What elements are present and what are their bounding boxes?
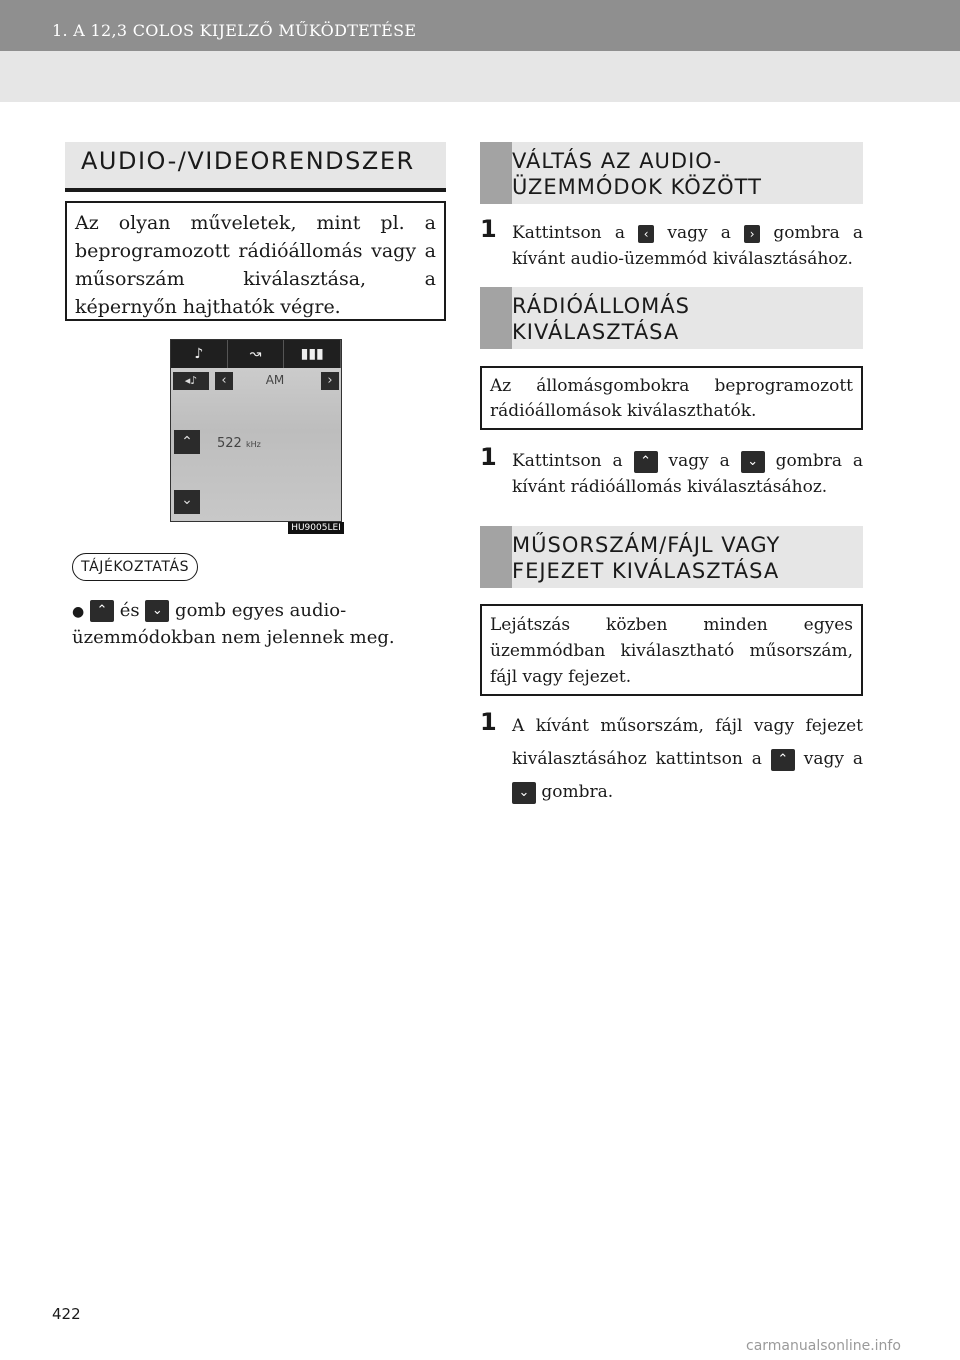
radio-info-text: Az állomásgombokra beprogramozott rádióállomások kiválaszthatók. [490,376,853,421]
title-line-1: VÁLTÁS AZ AUDIO- [512,149,722,173]
music-tab-icon: ♪ [171,340,228,368]
note-rest: gomb egyes audio-üzemmódokban nem jelennek meg. [72,600,395,648]
step-text-c: gombra. [541,782,614,802]
equalizer-tab-icon: ▮▮▮ [284,340,341,368]
source-icon: ◂♪ [173,372,209,390]
image-code: HU9005LEI [288,522,344,534]
section-title-track-select [512,532,780,584]
down-arrow-icon: ⌄ [512,782,536,804]
header-accent-bar [480,287,512,349]
down-arrow-icon: ⌄ [741,451,765,473]
title-line-2: ÜZEMMÓDOK KÖZÖTT [512,175,762,199]
title-line-2: KIVÁLASZTÁSA [512,320,680,344]
step-text-b: vagy a [667,223,731,243]
section-title-radio-station [512,293,690,345]
step-audio-mode [480,215,864,272]
header-bar [0,0,960,51]
step-text-a: Kattintson a [512,451,623,471]
step-text [512,448,863,500]
step-number: 1 [480,708,497,736]
step-text-c: gombra a kívánt audio-üzemmód kiválasztásához. [512,223,864,269]
step-text-b: vagy a [803,749,864,769]
track-info-box [480,604,863,696]
section-header-audio-mode [480,142,863,204]
step-track-select [480,710,863,809]
route-tab-icon: ↝ [228,340,285,368]
down-arrow-icon: ⌄ [145,600,169,622]
section-header-audio-video [65,142,446,192]
station-down-icon: ⌄ [174,490,200,514]
step-text [512,220,863,272]
note-text [72,598,446,651]
note-label: TÁJÉKOZTATÁS [72,553,198,581]
step-radio-station [480,443,864,500]
title-line-1: RÁDIÓÁLLOMÁS [512,294,690,318]
header-accent-bar [480,142,512,204]
up-arrow-icon: ⌃ [634,451,658,473]
up-arrow-icon: ⌃ [90,600,114,622]
right-arrow-icon: › [744,225,760,243]
header-accent-bar [480,526,512,588]
section-header-track-select [480,526,863,588]
step-number: 1 [480,215,497,243]
prev-source-icon: ‹ [215,372,233,390]
step-text [512,710,863,809]
station-up-icon: ⌃ [174,430,200,454]
step-text-c: gombra a kívánt rádióállomás kiválasztásához. [512,451,864,497]
page-number: 422 [52,1305,81,1323]
chapter-title: 1. A 12,3 COLOS KIJELZŐ MŰKÖDTETÉSE [52,21,417,40]
up-arrow-icon: ⌃ [771,749,795,771]
title-line-2: FEJEZET KIVÁLASZTÁSA [512,559,780,583]
frequency-readout [217,436,261,451]
display-tabs [171,340,341,368]
section-title-audio-mode [512,148,762,200]
step-number: 1 [480,443,497,471]
left-arrow-icon: ‹ [638,225,654,243]
next-source-icon: › [321,372,339,390]
bullet: ● [72,604,85,620]
track-info-text: Lejátszás közben minden egyes üzemmódban kiválasztható műsorszám, fájl vagy fejezet. [490,615,853,687]
note-word-es: és [119,600,140,621]
section-header-radio-station [480,287,863,349]
frequency-value: 522 [217,436,242,451]
intro-box [65,201,446,321]
title-line-1: MŰSORSZÁM/FÁJL VAGY [512,533,781,557]
step-text-b: vagy a [668,451,730,471]
intro-text: Az olyan műveletek, mint pl. a beprogramozott rádióállomás vagy a műsorszám kiválasztása, a képernyőn hajthatók végre. [75,212,436,318]
audio-display-screenshot [170,339,342,522]
step-text-a: Kattintson a [512,223,625,243]
watermark: carmanualsonline.info [746,1338,901,1354]
mode-label: AM [265,373,285,387]
step-text-a: A kívánt műsorszám, fájl vagy fejezet kiválasztásához kattintson a [512,716,863,769]
frequency-unit: kHz [245,440,261,449]
radio-info-box [480,366,863,430]
section-title: AUDIO-/VIDEORENDSZER [81,147,415,175]
